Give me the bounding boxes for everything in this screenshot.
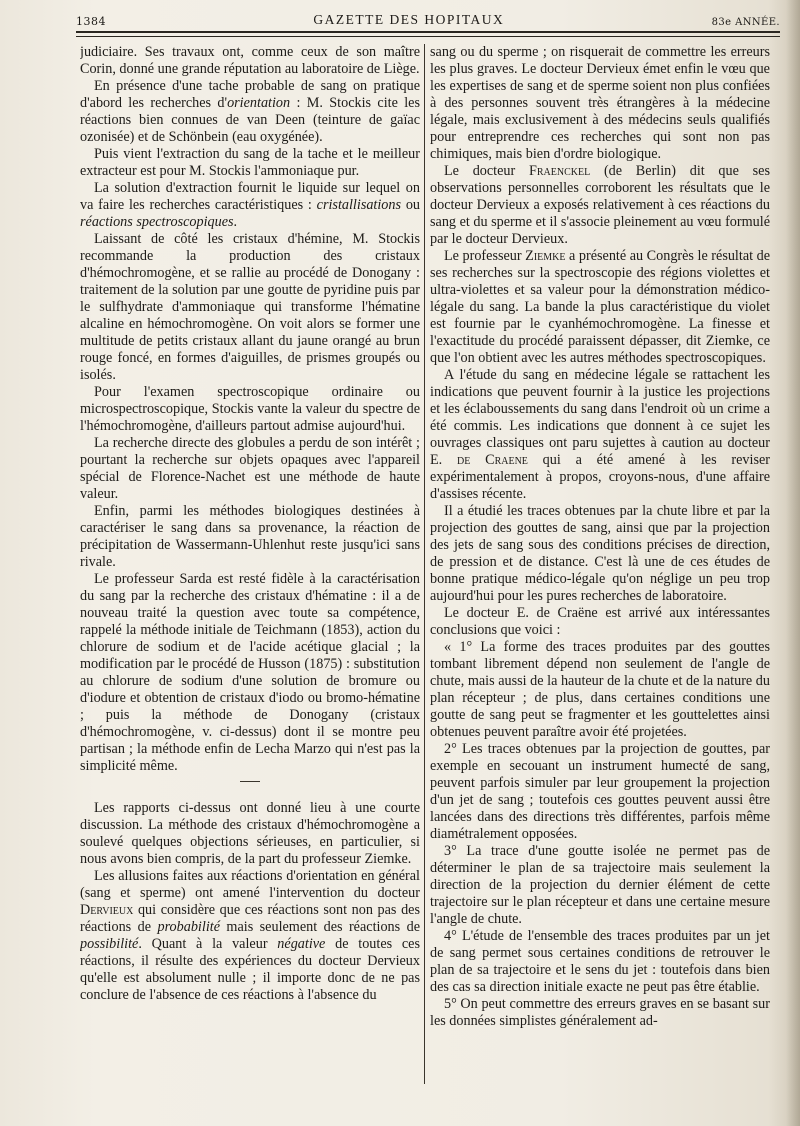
paragraph: judiciaire. Ses travaux ont, comme ceux de son maître Corin, donné une grande réputation au laboratoire de Liège. [80, 44, 420, 77]
paragraph: Le professeur Sarda est resté fidèle à la caractérisation du sang par la recherche des cristaux d'hématine : il a de nouveau traité la question avec toute sa compétence, rappelé la méthode initiale de Teichmann (1853), action du chlorure de sodium et de l'acide acétique glacial ; la modification par le procédé de Husson (1875) : substitution au chlorure de sodium d'une solution de bromure ou d'iodure et obtention de cristaux d'iodo ou bromo-hématine ; puis la méthode de Donogany (cristaux d'hémochromogène, v. ci-dessus) dont il se montre peu partisan ; la méthode enfin de Lecha Marzo qui n'est pas la simplicité même. [80, 571, 420, 774]
paragraph: sang ou du sperme ; on risquerait de commettre les erreurs les plus graves. Le docteur Dervieux émet enfin le vœu que les expertises de sang et de sperme soient non plus confiées à des personnes souvent très étrangères à la médecine légale, mais exclusivement à des médecins seuls qualifiés pour entreprendre ces recherches qui sont non pas chimiques, mais bien d'ordre biologique. [430, 44, 770, 162]
paragraph: « 1° La forme des traces produites par des gouttes tombant librement dépend non seulement de l'angle de chute, mais aussi de la hauteur de la chute et de la nature du plan récepteur ; de plus, dans certaines conditions une goutte de sang peut se fragmenter et les gouttelettes ainsi obtenues peuvent paraître avoir été projetées. [430, 639, 770, 740]
section-separator [240, 781, 260, 782]
paragraph: La solution d'extraction fournit le liquide sur lequel on va faire les recherches caractéristiques : cristallisations ou réactions spectroscopiques. [80, 180, 420, 230]
paragraph: Pour l'examen spectroscopique ordinaire ou microspectroscopique, Stockis vante la valeur du spectre de l'hémochromogène, d'ailleurs partout admise aujourd'hui. [80, 384, 420, 434]
paragraph: Enfin, parmi les méthodes biologiques destinées à caractériser le sang dans sa provenance, la réaction de précipitation de Wassermann-Uhlenhut reste jusqu'ici sans rivale. [80, 503, 420, 570]
paragraph: La recherche directe des globules a perdu de son intérêt ; pourtant la recherche sur objets opaques avec l'appareil spécial de Florence-Nachet est une méthode de haute valeur. [80, 435, 420, 502]
page-header [76, 6, 780, 28]
journal-title: GAZETTE DES HOPITAUX [313, 12, 505, 27]
paragraph: 3° La trace d'une goutte isolée ne permet pas de déterminer le plan de sa trajectoire mais seulement la direction de la projection du dernier élément de cette trajectoire sur le plan récepteur et dans une certaine mesure l'angle de chute. [430, 843, 770, 927]
volume-year: 83e ANNÉE. [711, 17, 780, 28]
paragraph: En présence d'une tache probable de sang on pratique d'abord les recherches d'orientation : M. Stockis cite les réactions bien connues de van Deen (teinture de gaïac ozonisée) et de Schönbein (eau oxygénée). [80, 78, 420, 145]
header-rule [76, 31, 780, 33]
paragraph: Laissant de côté les cristaux d'hémine, M. Stockis recommande la production des cristaux d'hémochromogène, et se rallie au procédé de Donogany : traitement de la solution par une goutte de pyridine puis par le sulfhydrate d'ammoniaque qui transforme l'hématine alcaline en hémochromogène. On voit alors se former une multitude de petits cristaux allant du jaune orangé au brun rouge foncé, en formes d'aiguilles, de prismes groupés ou isolés. [80, 231, 420, 383]
column-divider [424, 44, 425, 1084]
header-rule-thin [76, 36, 780, 37]
paragraph: Les allusions faites aux réactions d'orientation en général (sang et sperme) ont amené l'intervention du docteur Dervieux qui considère que ces réactions sont non pas des réactions de probabilité mais seulement des réactions de possibilité. Quant à la valeur négative de toutes ces réactions, il résulte des expériences du docteur Dervieux qu'elle est absolument nulle ; il importe donc de ne pas conclure de l'absence de ces réactions à l'absence du [80, 868, 420, 1003]
page-spine-shadow [786, 0, 800, 1126]
page-number: 1384 [76, 15, 106, 28]
paragraph: 2° Les traces obtenues par la projection de gouttes, par exemple en secouant un instrument humecté de sang, peuvent parfois simuler par leur groupement la projection d'un jet de sang ; toutefois ces gouttes peuvent aussi être lancées dans des directions très différentes, parfois même diamétralement opposées. [430, 741, 770, 842]
paragraph: 5° On peut commettre des erreurs graves en se basant sur les données simplistes généralement ad- [430, 996, 770, 1029]
left-column [80, 44, 420, 1114]
right-column [430, 44, 770, 1114]
paragraph: Puis vient l'extraction du sang de la tache et le meilleur extracteur est pour M. Stockis l'ammoniaque pur. [80, 146, 420, 179]
paragraph: 4° L'étude de l'ensemble des traces produites par un jet de sang permet sous certaines conditions de retrouver le plan de sa trajectoire et le sens du jet : toutefois dans bien des cas sa direction initiale exacte ne peut pas être établie. [430, 928, 770, 995]
paragraph: Le docteur Fraenckel (de Berlin) dit que ses observations personnelles corroborent les résultats que le docteur Dervieux a exposés relativement à ces réactions du sang et du sperme et il s'associe pleinement au vœu formulé par le docteur Dervieux. [430, 163, 770, 247]
paragraph: Le docteur E. de Craëne est arrivé aux intéressantes conclusions que voici : [430, 605, 770, 638]
paragraph: Il a étudié les traces obtenues par la chute libre et par la projection des gouttes de sang, ainsi que par la projection des jets de sang sous des conditions précises de direction, de pression et de distance. C'est là une de ces études de bonne pratique médico-légale qu'on néglige un peu trop aujourd'hui pour les pures recherches de laboratoire. [430, 503, 770, 604]
paragraph: Le professeur Ziemke a présenté au Congrès le résultat de ses recherches sur la spectroscopie des régions violettes et ultra-violettes et sa valeur pour la démonstration médico-légale du sang. La bande la plus caractéristique du violet est fournie par le cyanhémochromogène. La finesse et l'exactitude du procédé paraissent dépasser, dit Ziemke, ce que l'on obtient avec les autres méthodes spectroscopiques. [430, 248, 770, 366]
paragraph: A l'étude du sang en médecine légale se rattachent les indications que peuvent fournir à la justice les projections et les éclaboussements du sang dans l'endroit où un crime a été commis. Les indications que donnent à ce sujet les ouvrages classiques ont paru sujettes à caution au docteur E. de Craene qui a été amené à les reviser expérimentalement à propos, croyons-nous, d'une affaire d'assises récente. [430, 367, 770, 502]
paragraph: Les rapports ci-dessus ont donné lieu à une courte discussion. La méthode des cristaux d'hémochromogène a soulevé quelques objections sérieuses, en particulier, si nous avons bien compris, de la part du professeur Ziemke. [80, 800, 420, 867]
